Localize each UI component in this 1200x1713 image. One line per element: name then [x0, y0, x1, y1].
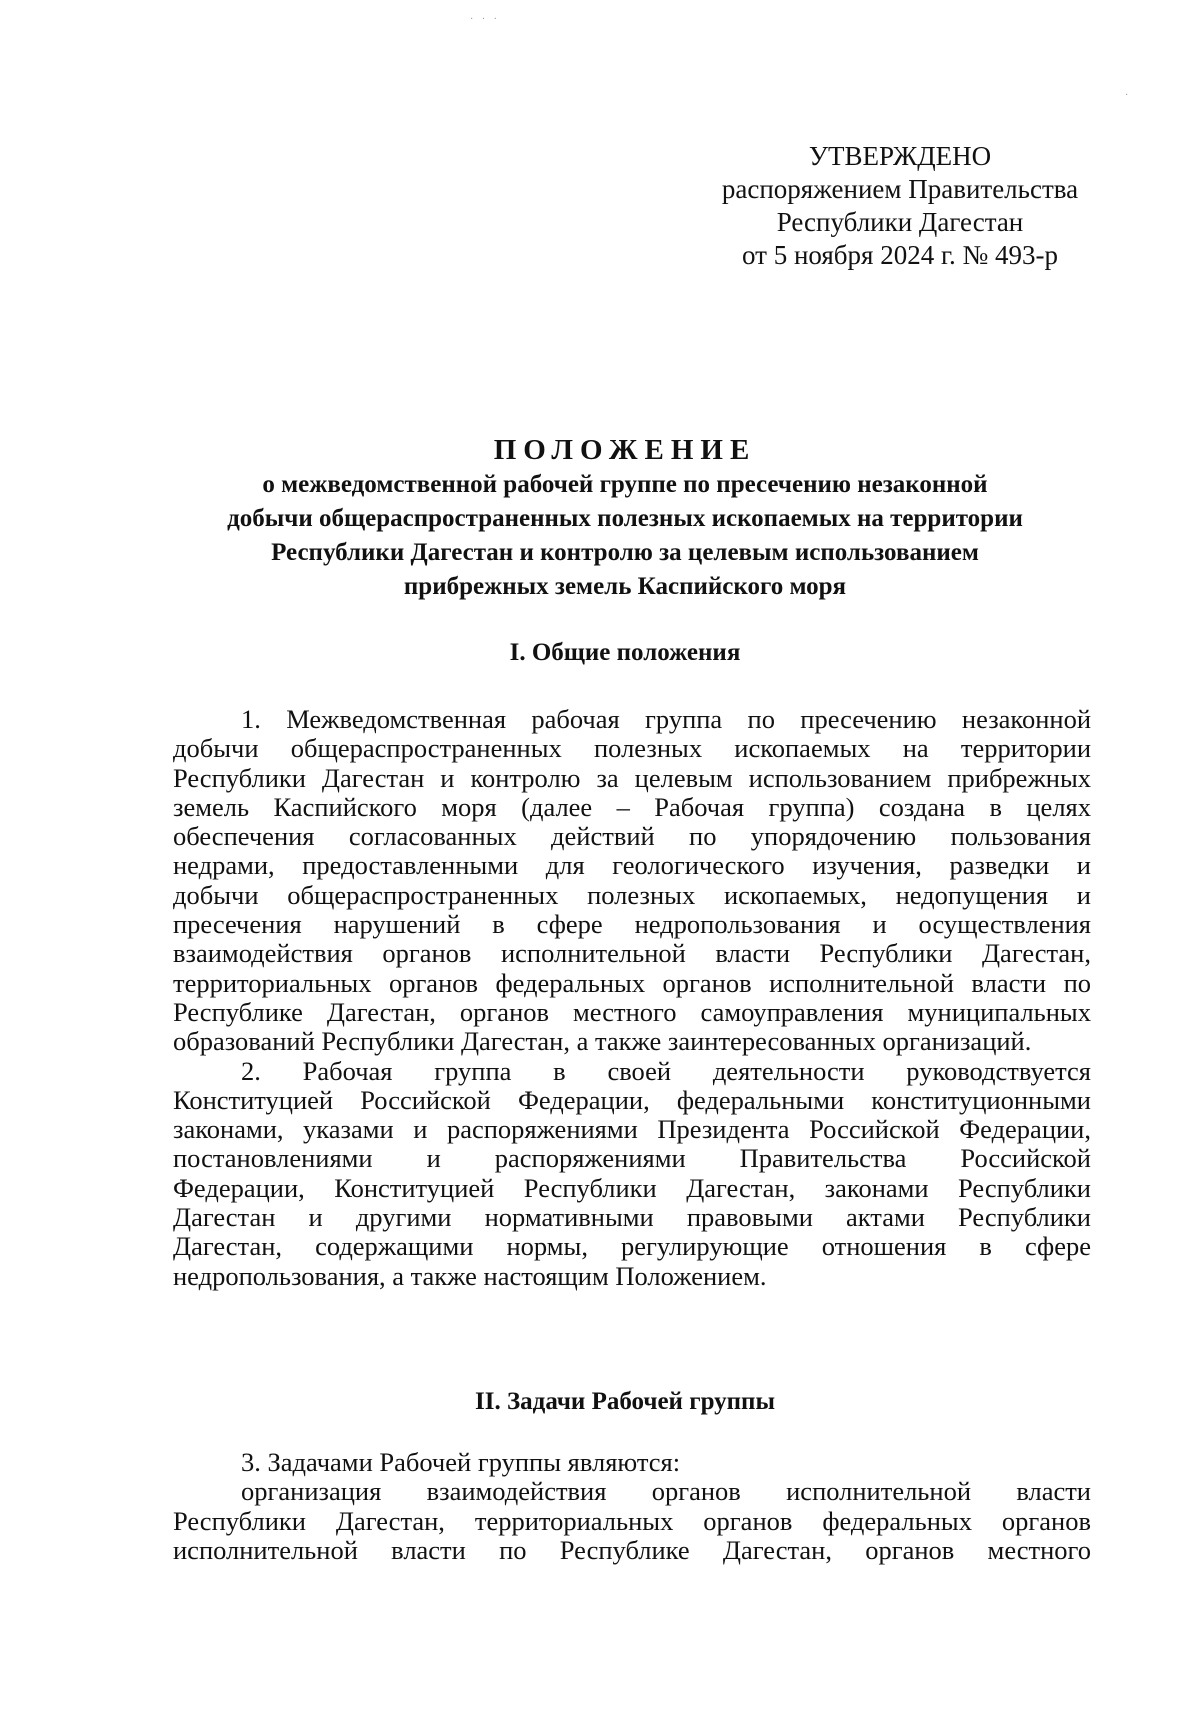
scan-artifact: · [1125, 90, 1132, 101]
text-line: Республики Дагестан и контролю за целевым использованием прибрежных [173, 762, 1091, 793]
title-subtitle-line: Республики Дагестан и контролю за целевым использованием [271, 539, 979, 566]
paragraph-3 [173, 1448, 1091, 1565]
document-title [150, 432, 1100, 604]
paragraph-2 [173, 1057, 1091, 1291]
section-body [173, 705, 1091, 1291]
text-line: законами, указами и распоряжениями Президента Российской Федерации, [173, 1114, 1091, 1145]
text-line: недропользования, а также настоящим Положением. [173, 1260, 767, 1291]
approval-block [690, 140, 1110, 272]
text-line: Дагестан, содержащими нормы, регулирующие отношения в сфере [173, 1231, 1091, 1262]
approval-line: Республики Дагестан [776, 207, 1024, 237]
scan-artifact: · · · [470, 14, 500, 25]
approval-date-number: от 5 ноября 2024 г. № 493-р [742, 240, 1058, 270]
text-line: 1. Межведомственная рабочая группа по пресечению незаконной [241, 704, 1091, 734]
text-line: обеспечения согласованных действий по упорядочению пользования [173, 821, 1091, 852]
title-main: ПОЛОЖЕНИЕ [493, 434, 757, 466]
text-line: постановлениями и распоряжениями Правительства Российской [173, 1143, 1091, 1174]
text-line: недрами, предоставленными для геологического изучения, разведки и [173, 850, 1091, 881]
text-line: территориальных органов федеральных органов исполнительной власти по [173, 967, 1091, 998]
text-line: 2. Рабочая группа в своей деятельности руководствуется [241, 1055, 1091, 1086]
text-line: организация взаимодействия органов исполнительной власти [241, 1476, 1091, 1507]
text-line: Республике Дагестан, органов местного самоуправления муниципальных [173, 996, 1091, 1027]
text-line: исполнительной власти по Республике Дагестан, органов местного [173, 1534, 1091, 1565]
paragraph-1 [173, 705, 1091, 1057]
title-subtitle-line: о межведомственной рабочей группе по пресечению незаконной [262, 471, 988, 498]
text-line: пресечения нарушений в сфере недропользования и осуществления [173, 909, 1091, 940]
text-line: Дагестан и другими нормативными правовыми актами Республики [173, 1202, 1091, 1233]
text-line: земель Каспийского моря (далее – Рабочая группа) создана в целях [173, 791, 1091, 822]
text-line: образований Республики Дагестан, а также заинтересованных организаций. [173, 1026, 1032, 1057]
text-line: добычи общераспространенных полезных ископаемых на территории [173, 733, 1091, 764]
title-subtitle-line: добычи общераспространенных полезных ископаемых на территории [227, 505, 1023, 532]
text-line: добычи общераспространенных полезных ископаемых, недопущения и [173, 879, 1091, 910]
section-body [173, 1448, 1091, 1565]
title-subtitle-line: прибрежных земель Каспийского моря [403, 573, 847, 600]
title-subtitle [150, 468, 1100, 604]
text-line: Республики Дагестан, территориальных органов федеральных органов [173, 1505, 1091, 1536]
text-line: Федерации, Конституцией Республики Дагестан, законами Республики [173, 1172, 1091, 1203]
text-line: Конституцией Российской Федерации, федеральными конституционными [173, 1084, 1091, 1115]
approval-heading: УТВЕРЖДЕНО [808, 141, 992, 171]
section-heading: I. Общие положения [509, 639, 741, 666]
text-line: 3. Задачами Рабочей группы являются: [241, 1447, 681, 1477]
text-line: взаимодействия органов исполнительной власти Республики Дагестан, [173, 938, 1091, 969]
approval-line: распоряжением Правительства [721, 174, 1079, 204]
section-heading: II. Задачи Рабочей группы [475, 1388, 775, 1415]
